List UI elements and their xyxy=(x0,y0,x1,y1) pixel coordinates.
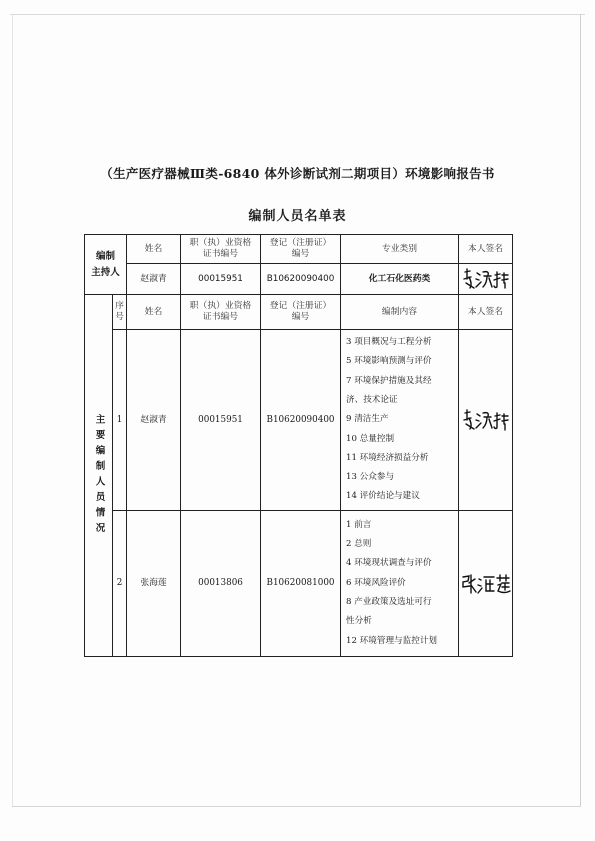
staff-side-label-cell xyxy=(85,295,113,657)
staff-name: 张海莲 xyxy=(127,511,181,657)
staff-content-list xyxy=(341,333,458,507)
staff-header-cert-line2: 证书编号 xyxy=(202,312,239,322)
content-item: 4 环境现状调查与评价 xyxy=(346,558,432,569)
content-item: 14 评价结论与建议 xyxy=(346,491,420,502)
content-item: 性分析 xyxy=(346,616,372,627)
host-header-row xyxy=(85,235,513,264)
content-item: 5 环境影响预测与评价 xyxy=(346,356,432,367)
staff-cert-no: 00015951 xyxy=(181,330,261,511)
staff-header-reg xyxy=(261,295,341,330)
staff-header-name: 姓名 xyxy=(127,295,181,330)
staff-signature-image xyxy=(460,571,512,597)
content-item: 2 总则 xyxy=(346,539,372,550)
content-item: 3 项目概况与工程分析 xyxy=(346,337,432,348)
staff-index: 1 xyxy=(113,330,127,511)
host-header-cert-line2: 证书编号 xyxy=(202,249,239,259)
staff-roster-table xyxy=(84,234,513,657)
staff-side-label: 主要编制人员情况 xyxy=(93,413,105,538)
staff-signature-image xyxy=(462,407,510,433)
host-data-row xyxy=(85,264,513,295)
scan-edge-right xyxy=(580,14,581,807)
content-item: 6 环境风险评价 xyxy=(346,577,406,588)
content-item: 12 环境管理与监控计划 xyxy=(346,635,438,646)
host-label-line1: 编制 xyxy=(96,251,116,263)
table-title: 编制人员名单表 xyxy=(248,209,347,224)
staff-name: 赵淑青 xyxy=(127,330,181,511)
staff-header-reg-line2: 编号 xyxy=(291,312,310,322)
staff-header-row xyxy=(85,295,513,330)
host-cert-no: 00015951 xyxy=(181,264,261,295)
host-header-reg xyxy=(261,235,341,264)
staff-index: 2 xyxy=(113,511,127,657)
host-header-name: 姓名 xyxy=(127,235,181,264)
document-title: （生产医疗器械Ⅲ类-6840 体外诊断试剂二期项目）环境影响报告书 xyxy=(100,166,495,181)
staff-signature-cell xyxy=(459,330,513,511)
staff-reg-no: B10620081000 xyxy=(261,511,341,657)
host-specialty: 化工石化医药类 xyxy=(341,264,459,295)
staff-reg-no: B10620090400 xyxy=(261,330,341,511)
host-label-line2: 主持人 xyxy=(91,266,120,278)
content-item: 9 清洁生产 xyxy=(346,414,389,425)
staff-header-content: 编制内容 xyxy=(341,295,459,330)
staff-row xyxy=(85,511,513,657)
host-header-cert xyxy=(181,235,261,264)
scan-edge-left xyxy=(12,14,13,807)
host-signature-cell xyxy=(459,264,513,295)
host-label-cell xyxy=(85,235,127,295)
content-item: 8 产业政策及选址可行 xyxy=(346,597,432,608)
staff-row xyxy=(85,330,513,511)
staff-content-cell xyxy=(341,511,459,657)
host-name: 赵淑青 xyxy=(127,264,181,295)
staff-cert-no: 00013806 xyxy=(181,511,261,657)
host-header-signature: 本人签名 xyxy=(459,235,513,264)
staff-header-signature: 本人签名 xyxy=(459,295,513,330)
scan-edge-bottom xyxy=(12,806,581,807)
content-item: 济、技术论证 xyxy=(346,394,398,405)
staff-signature-cell xyxy=(459,511,513,657)
staff-content-list xyxy=(341,516,458,651)
host-header-specialty: 专业类别 xyxy=(341,235,459,264)
content-item: 13 公众参与 xyxy=(346,472,395,483)
staff-header-cert xyxy=(181,295,261,330)
staff-header-reg-line1: 登记（注册证） xyxy=(269,301,332,312)
content-item: 10 总量控制 xyxy=(346,433,395,444)
scan-edge-top xyxy=(10,14,585,15)
host-signature-image xyxy=(462,267,510,291)
content-item: 7 环境保护措施及其经 xyxy=(346,375,432,386)
host-header-reg-line2: 编号 xyxy=(291,249,310,259)
content-item: 11 环境经济损益分析 xyxy=(346,452,429,463)
content-item: 1 前言 xyxy=(346,519,372,530)
staff-header-index: 序号 xyxy=(113,295,127,330)
staff-header-cert-line1: 职（执）业资格 xyxy=(189,301,252,312)
staff-content-cell xyxy=(341,330,459,511)
host-reg-no: B10620090400 xyxy=(261,264,341,295)
host-header-reg-line1: 登记（注册证） xyxy=(269,238,332,249)
host-header-cert-line1: 职（执）业资格 xyxy=(189,238,252,249)
